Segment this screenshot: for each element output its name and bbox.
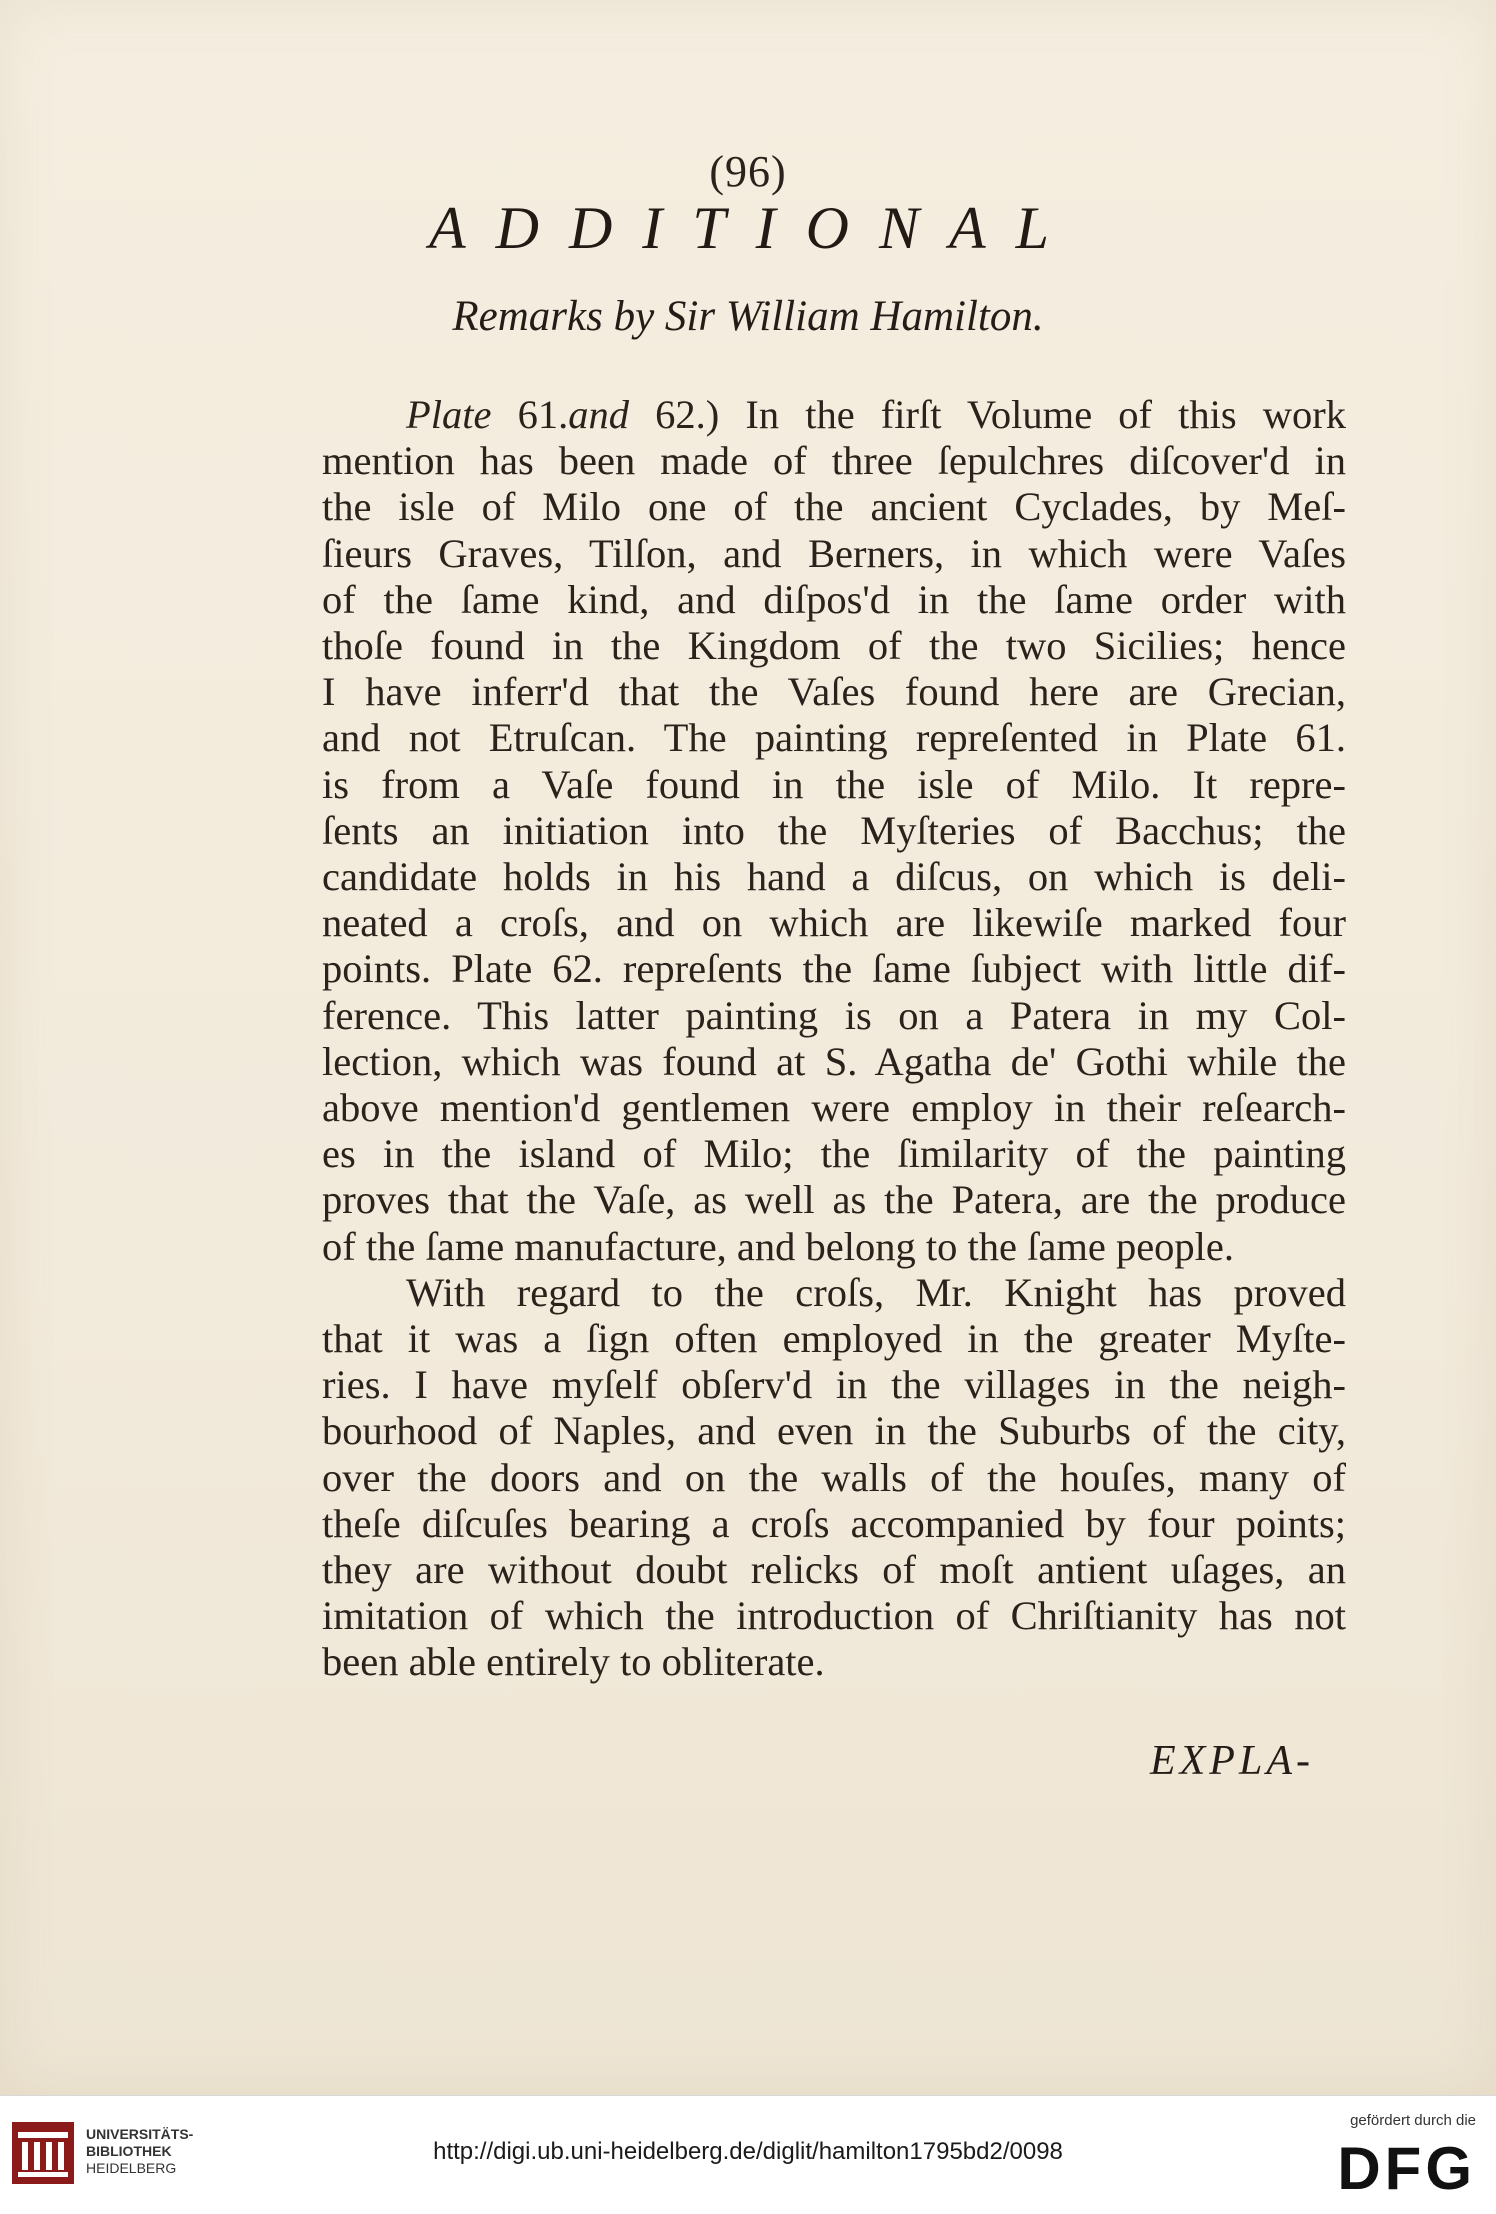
text-line: ſieurs Graves, Tilſon, and Berners, in which were Vaſes [322, 530, 1346, 576]
text-line: ries. I have myſelf obſerv'd in the villages in the neigh- [322, 1362, 1346, 1408]
text-line: ſents an initiation into the Myſteries of Bacchus; the [322, 807, 1346, 853]
text-line: imitation of which the introduction of Chriſtianity has not [322, 1593, 1346, 1639]
text-line: points. Plate 62. repreſents the ſame ſubject with little dif- [322, 946, 1346, 992]
text-line: es in the island of Milo; the ſimilarity of the painting [322, 1131, 1346, 1177]
library-name-line-1: UNIVERSITÄTS- [86, 2126, 194, 2142]
text-line: ference. This latter painting is on a Patera in my Col- [322, 992, 1346, 1038]
library-name-line-2: BIBLIOTHEK [86, 2143, 172, 2159]
text-line: of the ſame manufacture, and belong to the ſame people. [322, 1223, 1235, 1269]
text-line: proves that the Vaſe, as well as the Patera, are the produce [322, 1177, 1346, 1223]
text-line: bourhood of Naples, and even in the Suburbs of the city, [322, 1408, 1346, 1454]
text-line: mention has been made of three ſepulchres diſcover'd in [322, 438, 1346, 484]
text-line: With regard to the croſs, Mr. Knight has proved [406, 1269, 1346, 1315]
funded-by-label: gefördert durch die [1350, 2112, 1476, 2129]
text-line: they are without doubt relicks of moſt antient uſages, an [322, 1547, 1346, 1593]
permalink-url[interactable]: http://digi.ub.uni-heidelberg.de/diglit/hamilton1795bd2/0098 [433, 2138, 1063, 2165]
text-line: is from a Vaſe found in the isle of Milo. It repre- [322, 761, 1346, 807]
text-line: candidate holds in his hand a diſcus, on which is deli- [322, 854, 1346, 900]
page-number: (96) [709, 147, 787, 196]
library-name-line-3: HEIDELBERG [86, 2160, 177, 2176]
paragraph-1-lead-rest: 62.) In the firſt Volume of this work [655, 392, 1347, 437]
plate-label: Plate [406, 392, 492, 437]
dfg-logo: DFG [1337, 2135, 1476, 2202]
page-title: ADDITIONAL [428, 195, 1079, 261]
text-line: and not Etruſcan. The painting repreſented in Plate 61. [322, 715, 1346, 761]
body-text [322, 392, 1346, 1686]
text-line: been able entirely to obliterate. [322, 1639, 825, 1685]
text-line: the isle of Milo one of the ancient Cyclades, by Meſ- [322, 484, 1346, 530]
plate-and: and [568, 392, 629, 437]
digitization-footer [0, 2095, 1496, 2214]
plate-number: 61. [517, 392, 569, 437]
text-line: I have inferr'd that the Vaſes found here are Grecian, [322, 669, 1346, 715]
text-line: neated a croſs, and on which are likewiſe marked four [322, 900, 1346, 946]
text-line: over the doors and on the walls of the houſes, many of [322, 1454, 1346, 1500]
page-subtitle: Remarks by Sir William Hamilton. [452, 293, 1044, 340]
catchword: EXPLA- [1150, 1738, 1314, 1784]
text-line: that it was a ſign often employed in the greater Myſte- [322, 1316, 1346, 1362]
text-line: lection, which was found at S. Agatha de' Gothi while the [322, 1038, 1346, 1084]
text-line: theſe diſcuſes bearing a croſs accompanied by four points; [322, 1500, 1346, 1546]
text-line: thoſe found in the Kingdom of the two Sicilies; hence [322, 623, 1346, 669]
text-line: of the ſame kind, and diſpos'd in the ſame order with [322, 576, 1346, 622]
text-line: above mention'd gentlemen were employ in their reſearch- [322, 1085, 1346, 1131]
paragraph-1-lead-line [322, 392, 1346, 438]
